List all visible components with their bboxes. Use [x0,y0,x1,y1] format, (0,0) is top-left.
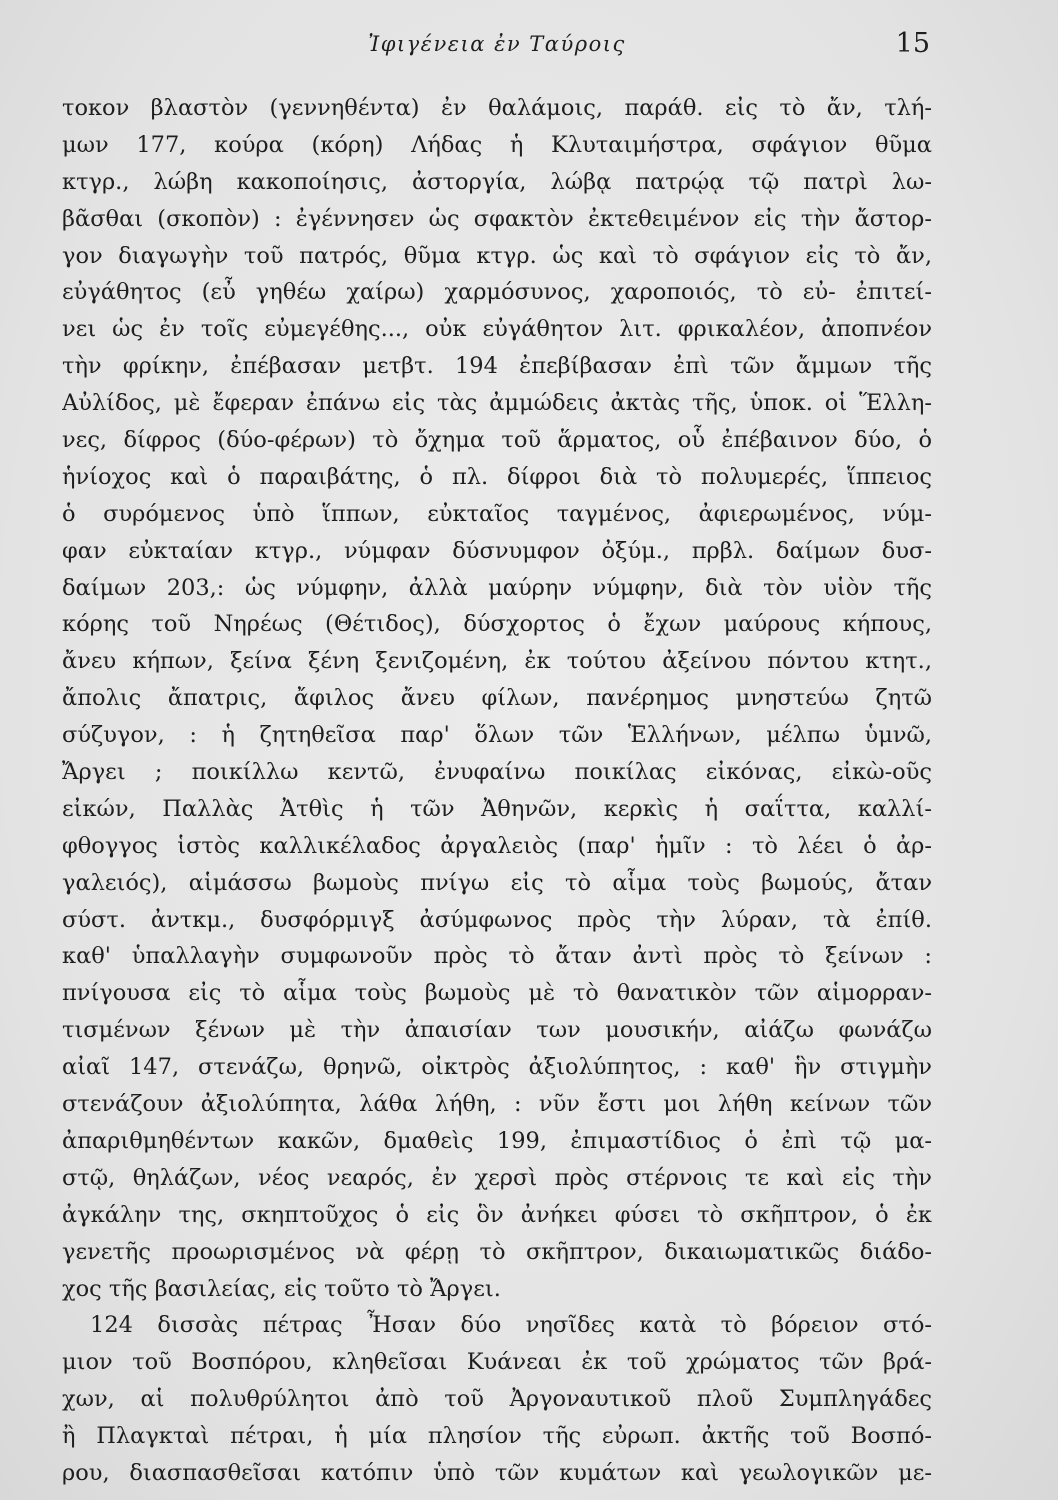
text-line: σύζυγον, : ἡ ζητηθεῖσα παρ' ὅλων τῶν Ἑλλήνων, μέλπω ὑμνῶ, [62,722,932,749]
text-line: νες, δίφρος (δύο-φέρων) τὸ ὄχημα τοῦ ἅρματος, οὗ ἐπέβαινον δύο, ὁ [62,427,932,454]
page-header [64,26,930,66]
running-title: Ἰφιγένεια ἐν Ταύροις [368,32,626,56]
text-line: φθογγος ἱστὸς καλλικέλαδος ἀργαλειὸς (παρ' ἡμῖν : τὸ λέει ὁ ἀρ- [62,832,932,859]
text-line: πνίγουσα εἰς τὸ αἷμα τοὺς βωμοὺς μὲ τὸ θανατικὸν τῶν αἱμορραν- [62,980,932,1007]
text-line: ἄνευ κήπων, ξείνα ξένη ξενιζομένη, ἐκ τούτου ἀξείνου πόντου κτητ., [62,648,932,675]
text-line: χος τῆς βασιλείας, εἰς τοῦτο τὸ Ἄργει. [62,1275,501,1302]
page-number: 15 [895,28,930,59]
text-line: ἀγκάλην της, σκηπτοῦχος ὁ εἰς ὃν ἀνήκει φύσει τὸ σκῆπτρον, ὁ ἐκ [62,1201,932,1228]
text-line: ἀπαριθμηθέντων κακῶν, δμαθεὶς 199, ἐπιμαστίδιος ὁ ἐπὶ τῷ μα- [62,1127,932,1154]
text-line: κόρης τοῦ Νηρέως (Θέτιδος), δύσχορτος ὁ ἔχων μαύρους κήπους, [62,611,932,638]
text-line: καθ' ὑπαλλαγὴν συμφωνοῦν πρὸς τὸ ἄταν ἀντὶ πρὸς τὸ ξείνων : [62,943,932,970]
text-line: Αὐλίδος, μὲ ἔφεραν ἐπάνω εἰς τὰς ἀμμώδεις ἀκτὰς τῆς, ὑποκ. οἱ Ἕλλη- [62,390,932,417]
text-line: Ἄργει ; ποικίλλω κεντῶ, ἐνυφαίνω ποικίλας εἰκόνας, εἰκὼ-οῦς [62,759,932,786]
text-line: τὴν φρίκην, ἐπέβασαν μετβτ. 194 ἐπεβίβασαν ἐπὶ τῶν ἄμμων τῆς [62,353,932,380]
text-line: ἢ Πλαγκταὶ πέτραι, ἡ μία πλησίον τῆς εὐρωπ. ἀκτῆς τοῦ Βοσπό- [62,1423,932,1450]
text-line: στενάζουν ἀξιολύπητα, λάθα λήθη, : νῦν ἔστι μοι λήθη κείνων τῶν [62,1091,932,1118]
text-line: νει ὡς ἐν τοῖς εὐμεγέθης..., οὐκ εὐγάθητον λιτ. φρικαλέον, ἀποπνέον [62,316,932,343]
text-line: γον διαγωγὴν τοῦ πατρός, θῦμα κτγρ. ὡς καὶ τὸ σφάγιον εἰς τὸ ἄν, [62,242,932,269]
text-line: δαίμων 203,: ὡς νύμφην, ἀλλὰ μαύρην νύμφην, διὰ τὸν υἱὸν τῆς [62,574,932,601]
text-line: ὁ συρόμενος ὑπὸ ἵππων, εὐκταῖος ταγμένος, ἀφιερωμένος, νύμ- [62,500,932,527]
text-line: γενετῆς προωρισμένος νὰ φέρῃ τὸ σκῆπτρον, δικαιωματικῶς διάδο- [62,1238,932,1265]
text-line: μιον τοῦ Βοσπόρου, κληθεῖσαι Κυάνεαι ἐκ τοῦ χρώματος τῶν βρά- [62,1349,932,1376]
text-line: κτγρ., λώβη κακοποίησις, ἀστοργία, λώβᾳ πατρῴᾳ τῷ πατρὶ λω- [62,168,932,195]
text-line: τοκον βλαστὸν (γεννηθέντα) ἐν θαλάμοις, παράθ. εἰς τὸ ἄν, τλή- [62,95,932,121]
text-line: σύστ. ἀντκμ., δυσφόρμιγξ ἀσύμφωνος πρὸς τὴν λύραν, τὰ ἐπίθ. [62,906,932,933]
text-line: εἰκών, Παλλὰς Ἀτθὶς ἡ τῶν Ἀθηνῶν, κερκὶς ἡ σαΐττα, καλλί- [62,795,932,822]
text-line: στῷ, θηλάζων, νέος νεαρός, ἐν χερσὶ πρὸς στέρνοις τε καὶ εἰς τὴν [62,1164,932,1191]
text-line: χων, αἱ πολυθρύλητοι ἀπὸ τοῦ Ἀργοναυτικοῦ πλοῦ Συμπληγάδες [62,1386,932,1413]
text-line: αἰαῖ 147, στενάζω, θρηνῶ, οἰκτρὸς ἀξιολύπητος, : καθ' ἣν στιγμὴν [62,1054,932,1081]
text-line: τισμένων ξένων μὲ τὴν ἀπαισίαν των μουσικήν, αἰάζω φωνάζω [62,1017,932,1044]
text-line: ἄπολις ἄπατρις, ἄφιλος ἄνευ φίλων, πανέρημος μνηστεύω ζητῶ [62,685,932,712]
text-line: βᾶσθαι (σκοπὸν) : ἐγέννησεν ὡς σφακτὸν ἐκτεθειμένον εἰς τὴν ἄστορ- [62,205,932,232]
body-text [62,90,932,1492]
text-line: εὐγάθητος (εὖ γηθέω χαίρω) χαρμόσυνος, χαροποιός, τὸ εὐ- ἐπιτεί- [62,279,932,306]
text-line: μων 177, κούρα (κόρη) Λήδας ἡ Κλυταιμήστρα, σφάγιον θῦμα [62,131,932,158]
text-line: 124 δισσὰς πέτρας Ἦσαν δύο νησῖδες κατὰ τὸ βόρειον στό- [90,1312,932,1339]
text-line: ἡνίοχος καὶ ὁ παραιβάτης, ὁ πλ. δίφροι διὰ τὸ πολυμερές, ἵππειος [62,463,932,490]
text-line: ρου, διασπασθεῖσαι κατόπιν ὑπὸ τῶν κυμάτων καὶ γεωλογικῶν με- [62,1459,932,1486]
text-line: φαν εὐκταίαν κτγρ., νύμφαν δύσνυμφον ὀξύμ., πρβλ. δαίμων δυσ- [62,537,932,564]
text-line: γαλειός), αἱμάσσω βωμοὺς πνίγω εἰς τὸ αἷμα τοὺς βωμούς, ἄταν [62,869,932,896]
